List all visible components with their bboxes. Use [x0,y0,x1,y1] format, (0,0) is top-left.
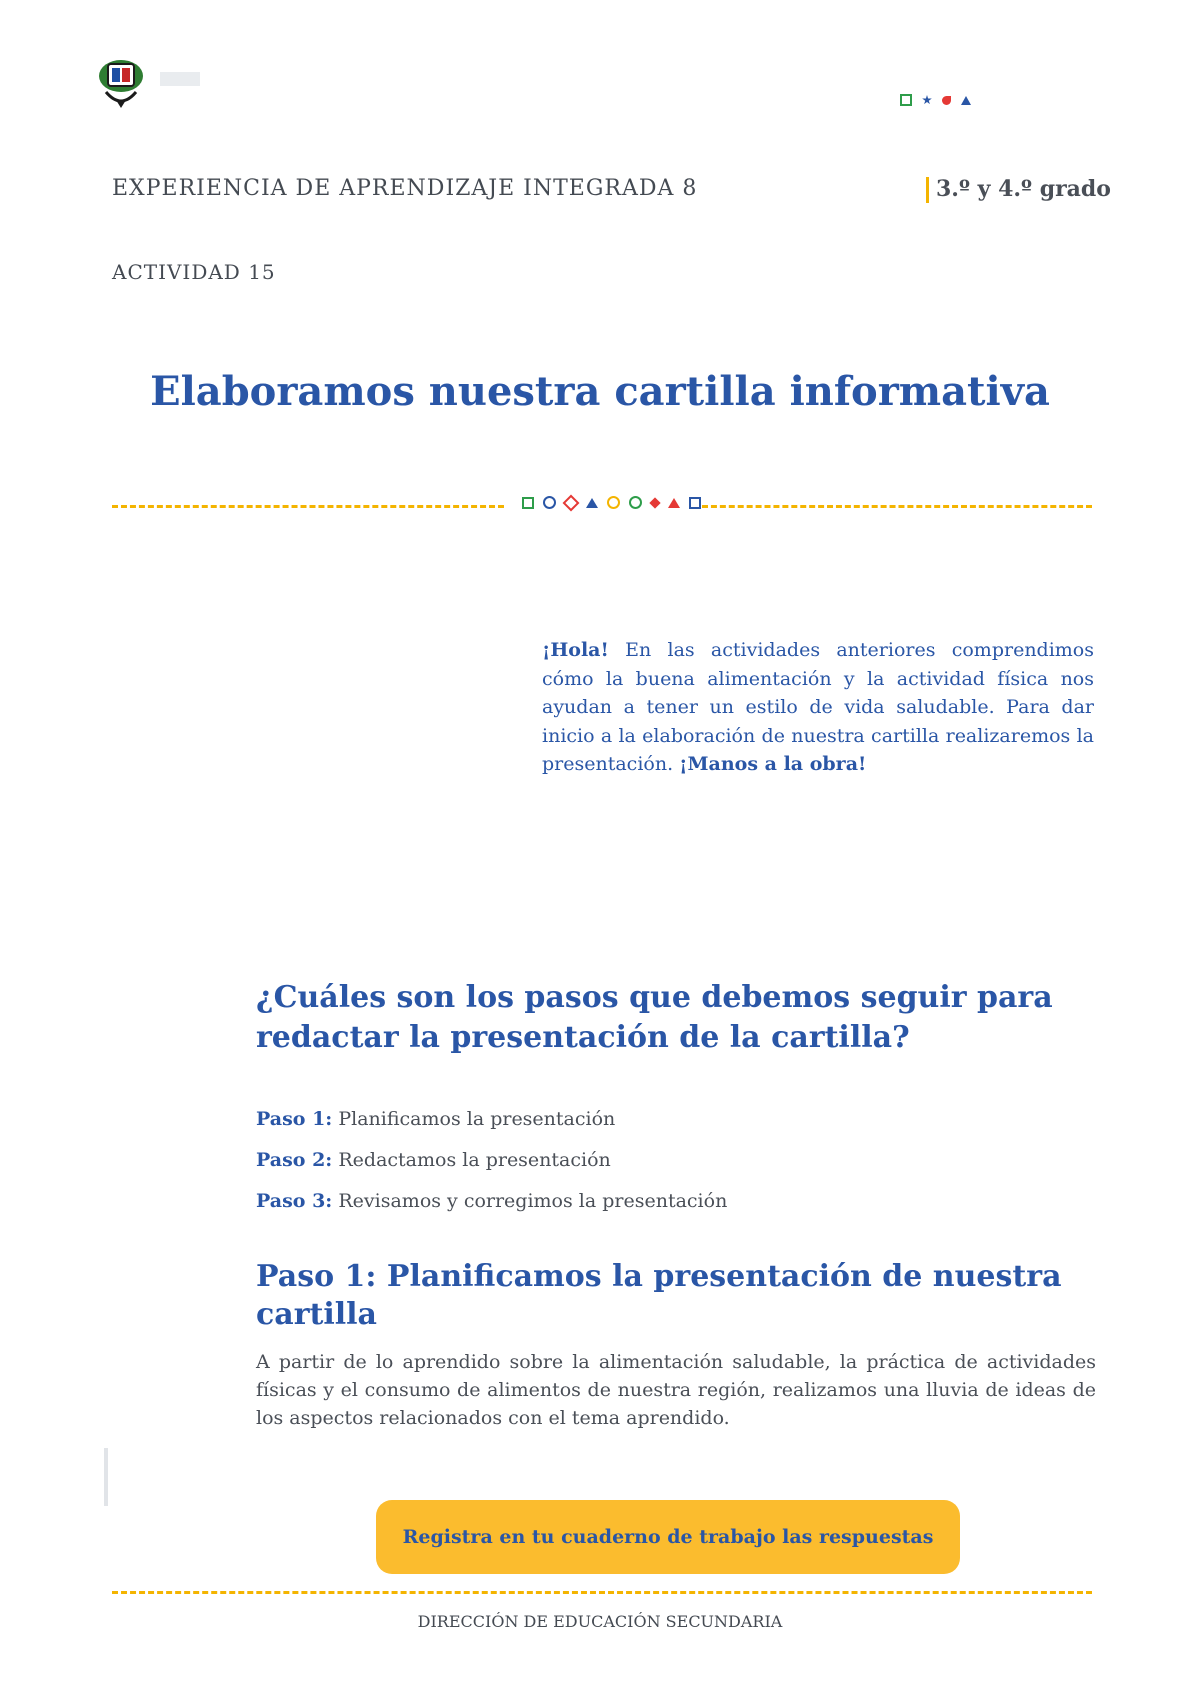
experience-title: EXPERIENCIA DE APRENDIZAJE INTEGRADA 8 [112,176,698,201]
square-blue-icon [689,497,701,509]
step1-heading: Paso 1: Planificamos la presentación de nuestra cartilla [256,1259,1062,1332]
dashed-divider-right [702,505,1092,508]
triangle-red-icon [668,498,680,508]
step1-body: A partir de lo aprendido sobre la alimentación saludable, la práctica de actividades físicas y el consumo de alimentos de nuestra región, realizamos una lluvia de ideas de los aspectos relacionados con el tema aprendido. [256,1351,1096,1429]
intro-closing: ¡Manos a la obra! [679,753,867,775]
triangle-icon [586,498,598,508]
blue-star-icon [922,95,932,105]
diamond-icon [563,494,580,511]
logo-text-block [160,72,200,86]
steps-question-heading: ¿Cuáles son los pasos que debemos seguir para redactar la presentación de la cartilla? [256,980,1053,1055]
square-icon [522,497,534,509]
circle-icon [543,496,556,509]
page-title: Elaboramos nuestra cartilla informativa [150,368,1050,415]
step-item [256,1108,615,1130]
ministry-logo [88,48,154,114]
step-text: Revisamos y corregimos la presentación [338,1190,728,1212]
circle-green-icon [629,496,642,509]
intro-text: En las actividades anteriores comprendimos cómo la buena alimentación y la actividad física nos ayudan a tener un estilo de vida saludable. Para dar inicio a la elaboración de nuestra cartilla realizaremos la presentación. [542,639,1094,775]
grade-label: 3.º y 4.º grado [936,176,1111,202]
step-label: Paso 2: [256,1149,333,1171]
step-item [256,1190,727,1212]
footer-text: DIRECCIÓN DE EDUCACIÓN SECUNDARIA [417,1612,783,1631]
decorative-shapes-top [900,94,971,106]
intro-paragraph [542,636,1094,779]
margin-mark [104,1448,108,1506]
dashed-divider-left [112,505,504,508]
register-answers-banner: Registra en tu cuaderno de trabajo las respuestas [376,1500,960,1574]
dashed-divider-footer [112,1591,1092,1594]
activity-number: ACTIVIDAD 15 [112,260,276,284]
green-square-icon [900,94,912,106]
circle-yellow-icon [607,496,620,509]
decorative-shapes-divider [522,496,701,509]
intro-greeting: ¡Hola! [542,639,609,661]
step-text: Redactamos la presentación [338,1149,611,1171]
step-label: Paso 1: [256,1108,333,1130]
step-item [256,1149,611,1171]
blue-triangle-icon [961,96,971,105]
step-label: Paso 3: [256,1190,333,1212]
step-text: Planificamos la presentación [338,1108,616,1130]
diamond-red-icon [649,497,660,508]
grade-separator [926,177,929,203]
red-drop-icon [942,96,951,105]
